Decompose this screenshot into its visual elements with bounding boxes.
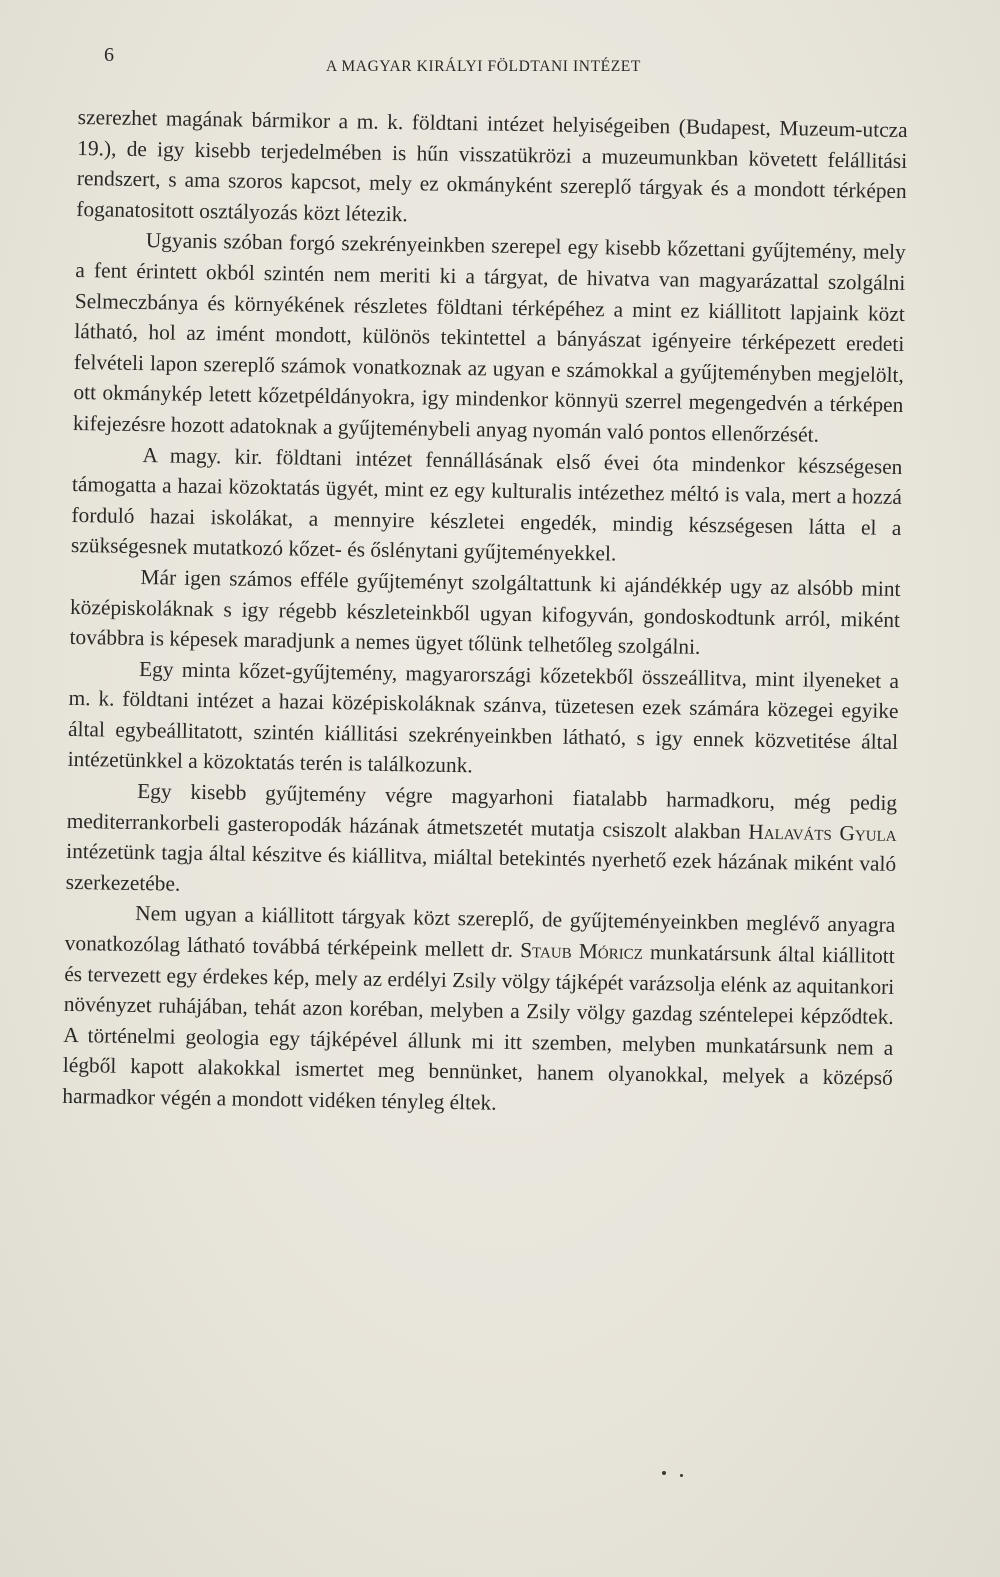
paragraph-text: intézetünk tagja által készitve és kiállitva, miáltal betekintés nyerhető ezek házának miként való szerkezetébe. bbox=[65, 839, 897, 896]
ink-speck bbox=[662, 1471, 666, 1475]
paragraph-sample-collection: Egy minta kőzet-gyűjtemény, magyarországi kőzetekből összeállitva, mint ilyeneket a m. k. földtani intézet a hazai középiskoláknak szánva, tüzetesen ezek számára közegei egyike által egybeállitatott, szintén kiállitási szekrényeinkben látható, s igy ennek közvetitése által intézetünkkel a közoktatás terén is találkozunk. bbox=[67, 656, 900, 778]
paragraph-rock-collection: Ugyanis szóban forgó szekrényeinkben szerepel egy kisebb kőzettani gyűjtemény, mely a fent érintett okból szintén nem meriti ki a tárgyat, de hivatva van magyarázattal szolgálni Selmeczbánya és környékének részletes földtani térképéhez a mint ez kiállitott lapjaink közt látható, hol az imént mondott, különös tekintettel a bányászat igényeire térképezett eredeti felvételi lapon szereplő számok vonatkoznak az ugyan e számokkal a gyűjteményben megjelölt, ott okmánykép letett kőzetpéldányokra, igy mindenkor könnyü szerrel megengedvén a térképen kifejezésre hozott adatoknak a gyűjteménybeli anyag nyomán való pontos ellenőrzését. bbox=[72, 228, 906, 447]
paragraph-text: munkatársunk által kiállitott és tervezett egy érdekes kép, mely az erdélyi Zsily völgy tájképét varázsolja elénk az aquitankori növényzet ruhájában, tehát azon koréban, melyben a Zsily völgy gazdag széntelepei képződtek. A történelmi geologia egy tájképével állunk mi itt szemben, melyben munkatársunk nem a légből kapott alakokkal ismertet meg bennünket, hanem olyanokkal, melyek a középső harmadkor végén a mondott vidéken tényleg éltek. bbox=[62, 940, 895, 1115]
ink-speck bbox=[680, 1474, 683, 1477]
paragraph-text: Nem ugyan a kiállitott tárgyak közt szereplő, de gyűjteményeinkben meglévő anyagra vonatkozólag látható továbbá térképeink mellett dr. bbox=[64, 901, 896, 963]
paragraph-gifted-collections: Már igen számos efféle gyűjteményt szolgáltattunk ki ajándékkép ugy az alsóbb mint középiskoláknak s igy régebb készleteinkből ugyan kifogyván, gondoskodtunk arról, miként továbbra is képesek maradjunk a nemes ügyet tőlünk telhetőleg szolgálni. bbox=[69, 564, 901, 659]
page-header bbox=[104, 44, 904, 74]
paragraph-text: Egy kisebb gyűjtemény végre magyarhoni fiatalabb harmadkoru, még pedig mediterrankorbeli gasteropodák házának átmetszetét mutatja csiszolt alakban bbox=[66, 779, 898, 844]
person-name: Halaváts Gyula bbox=[748, 819, 897, 846]
running-head: A MAGYAR KIRÁLYI FÖLDTANI INTÉZET bbox=[326, 58, 641, 75]
paragraph-gasteropod-collection bbox=[66, 775, 898, 910]
body-text bbox=[62, 102, 908, 1125]
paragraph-landscape-picture bbox=[62, 897, 895, 1124]
paragraph-continued: szerezhet magának bármikor a m. k. földtani intézet helyiségeiben (Budapest, Muzeum-utcza 19.), de igy kisebb terjedelmében is hűn visszatükrözi a muzeumunkban követett felállitási rendszert, s ama szoros kapcsot, mely ez okmányként szereplő tárgyak és a mondott térképen foganatositott osztályozás közt létezik. bbox=[76, 104, 908, 226]
page-number: 6 bbox=[104, 44, 114, 66]
paragraph-public-education: A magy. kir. földtani intézet fennállásának első évei óta mindenkor készségesen támogatta a hazai közoktatás ügyét, mint ez egy kulturalis intézethez méltó is vala, mert a hozzá forduló hazai iskolákat, a mennyire készletei engedék, mindig készségesen látta el a szükségesnek mutatkozó kőzet- és őslénytani gyűjteményekkel. bbox=[70, 442, 903, 566]
person-name: Staub Móricz bbox=[520, 938, 644, 965]
